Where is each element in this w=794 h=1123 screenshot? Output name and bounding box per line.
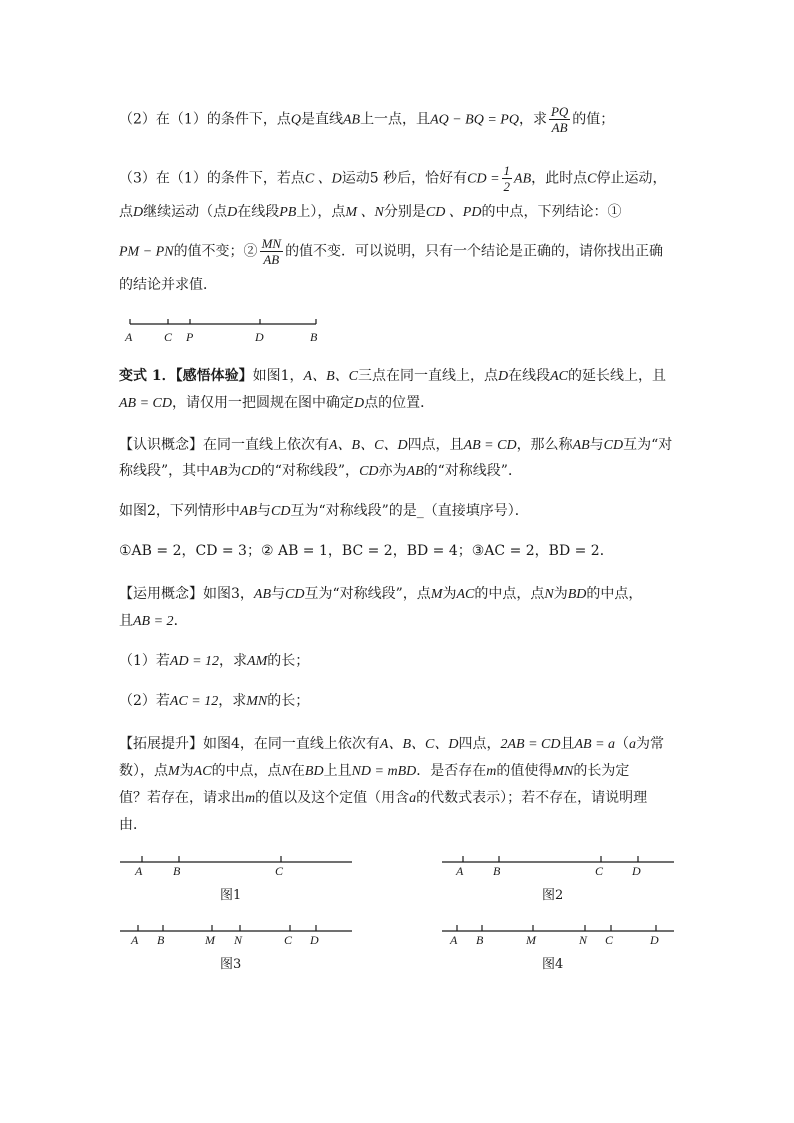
figure-2 bbox=[440, 853, 680, 908]
figure-3 bbox=[118, 922, 358, 977]
label-c: C bbox=[164, 330, 173, 344]
fig3-caption: 图3 bbox=[220, 957, 242, 972]
fig3-label-c: C bbox=[284, 933, 293, 947]
fig3-label-d: D bbox=[310, 933, 319, 947]
label-a: A bbox=[125, 330, 133, 344]
label-b: B bbox=[310, 330, 318, 344]
concept-options: ①AB = 2，CD = 3；② AB = 1，BC = 2，BD = 4；③AC = 2，BD = 2． bbox=[119, 543, 614, 559]
fig1-label-c: C bbox=[275, 864, 284, 878]
fraction-mn-ab: $\frac{MN}{AB}$ bbox=[261, 236, 282, 267]
extend-line-4: 由． bbox=[119, 817, 147, 833]
fig4-label-d: D bbox=[650, 933, 659, 947]
fig4-label-c: C bbox=[605, 933, 614, 947]
fig2-caption: 图2 bbox=[542, 888, 564, 903]
figure-1 bbox=[118, 853, 358, 908]
fig2-label-c: C bbox=[595, 864, 604, 878]
bianshi-line-2: AB = CD，请仅用一把圆规在图中确定D点的位置． bbox=[119, 395, 435, 411]
label-p: P bbox=[186, 330, 194, 344]
fig2-label-d: D bbox=[632, 864, 641, 878]
question-3-line-4: 的结论并求值． bbox=[119, 277, 217, 293]
concept-line-3: 如图2，下列情形中AB与CD互为“对称线段”的是_（直接填序号）． bbox=[119, 503, 529, 519]
question-3-line-1: （3）在（1）的条件下，若点C 、D运动5 秒后，恰好有CD = $\frac{1}{2}$ AB，此时点C停止运动， bbox=[119, 163, 667, 194]
extend-line-1: 【拓展提升】如图4，在同一直线上依次有A、B、C、D四点，2AB = CD且AB = a（a为常 bbox=[119, 736, 665, 752]
fig4-label-n: N bbox=[579, 933, 588, 947]
concept-line-2: 称线段”，其中AB为CD的“对称线段”，CD亦为AB的“对称线段”． bbox=[119, 463, 522, 479]
fig4-label-m: M bbox=[526, 933, 536, 947]
fig2-label-b: B bbox=[493, 864, 501, 878]
fig3-label-n: N bbox=[234, 933, 243, 947]
figure-top bbox=[120, 316, 330, 346]
apply-question-1: （1）若AD = 12，求AM的长； bbox=[119, 653, 310, 669]
fig4-label-b: B bbox=[476, 933, 484, 947]
fig3-label-a: A bbox=[131, 933, 139, 947]
fig3-label-m: M bbox=[205, 933, 215, 947]
label-d: D bbox=[255, 330, 264, 344]
figure-4 bbox=[440, 922, 680, 977]
bianshi-line-1: 变式 1．【感悟体验】如图1，A、B、C三点在同一直线上，点D在线段AC的延长线上，且 bbox=[119, 368, 667, 384]
question-3-line-2: 点D继续运动（点D在线段PB上），点M 、N分别是CD 、PD的中点，下列结论：① bbox=[119, 204, 622, 220]
fig4-label-a: A bbox=[450, 933, 458, 947]
fig1-label-a: A bbox=[135, 864, 143, 878]
fig1-label-b: B bbox=[173, 864, 181, 878]
apply-line-1: 【运用概念】如图3，AB与CD互为“对称线段”，点M为AC的中点，点N为BD的中点， bbox=[119, 586, 643, 602]
fig2-label-a: A bbox=[456, 864, 464, 878]
fig3-label-b: B bbox=[157, 933, 165, 947]
extend-line-3: 值？若存在，请求出m的值以及这个定值（用含a的代数式表示）；若不存在，请说明理 bbox=[119, 790, 648, 806]
extend-line-2: 数），点M为AC的中点，点N在BD上且ND = mBD．是否存在m的值使得MN的长为定 bbox=[119, 763, 630, 779]
fig1-caption: 图1 bbox=[220, 888, 242, 903]
fraction-pq-ab: $\frac{PQ}{AB}$ bbox=[550, 104, 569, 135]
question-3-line-3: PM − PN的值不变；② $\frac{MN}{AB}$ 的值不变．可以说明，只有一个结论是正确的，请你找出正确 bbox=[119, 236, 664, 267]
apply-question-2: （2）若AC = 12，求MN的长； bbox=[119, 693, 310, 709]
concept-line-1: 【认识概念】在同一直线上依次有A、B、C、D四点，且AB = CD，那么称AB与CD互为“对 bbox=[119, 437, 673, 453]
question-2: （2）在（1）的条件下，点Q是直线AB上一点，且AQ − BQ = PQ，求 $\frac{PQ}{AB}$ 的值； bbox=[119, 104, 615, 135]
apply-line-2: 且AB = 2． bbox=[119, 613, 188, 629]
fig4-caption: 图4 bbox=[542, 957, 564, 972]
fraction-half: $\frac{1}{2}$ bbox=[503, 163, 511, 194]
